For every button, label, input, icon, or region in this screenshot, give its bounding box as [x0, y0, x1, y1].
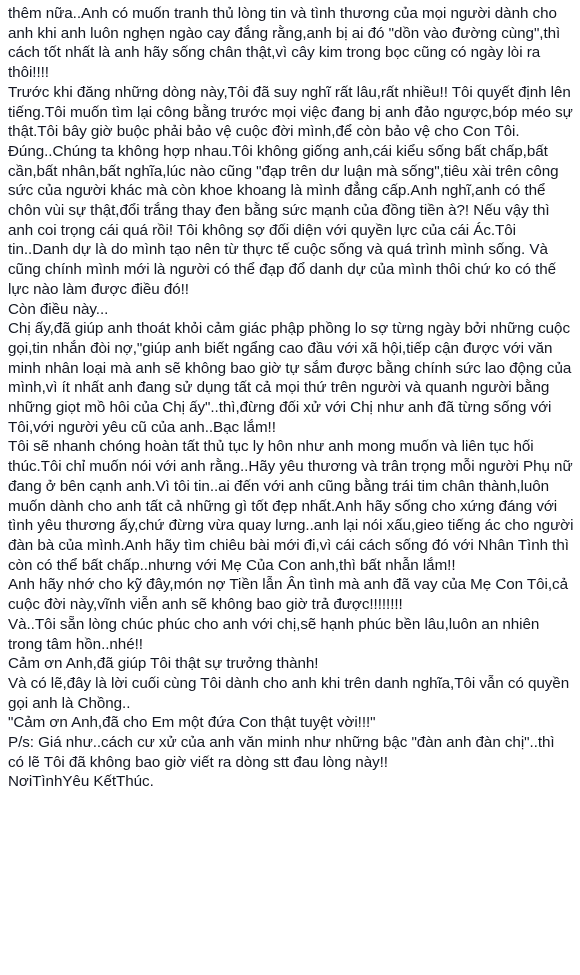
post-paragraph-5: Chị ấy,đã giúp anh thoát khỏi cảm giác phập phồng lo sợ từng ngày bởi những cuộc gọi,tin nhắn đòi nợ,"giúp anh biết ngẩng cao đầu với xã hội,tiếp cận được với văn minh nhân loại mà anh sẽ không bao giờ tự sắm được bằng chính sức lao động của mình,vì ít nhất anh đang sử dụng tất cả mọi thứ trên người và quanh người bằng những giọt mồ hôi của Chị ấy"..thì,đừng đối xử với Chị như anh đã từng sống với Tôi,với người yêu cũ của anh..Bạc lắm!!: [8, 320, 572, 436]
post-paragraph-2: Trước khi đăng những dòng này,Tôi đã suy nghĩ rất lâu,rất nhiều!! Tôi quyết định lên tiếng.Tôi muốn tìm lại công bằng trước mọi việc đang bị anh đảo ngược,bóp méo sự thật.Tôi bây giờ buộc phải bảo vệ cuộc đời mình,để còn bảo vệ cho Con Tôi.: [8, 83, 573, 141]
post-paragraph-3: Đúng..Chúng ta không hợp nhau.Tôi không giống anh,cái kiểu sống bất chấp,bất cần,bất nhân,bất nghĩa,lúc nào cũng "đạp trên dư luận mà sống",tiêu xài trên công sức của người khác mà còn khoe khoang là mình đẳng cấp.Anh nghĩ,anh có thể chôn vùi sự thật,đổi trắng thay đen bằng sức mạnh của đồng tiền à?! Nếu vậy thì anh coi trọng cái quá rồi! Tôi không sợ đối diện với quyền lực của cái Ác.Tôi tin..Danh dự là do mình tạo nên từ thực tế cuộc sống và quá trình mình sống. Và cũng chính mình mới là người có thể đạp đổ danh dự của mình thôi chứ ko có thế lực nào làm được điều đó!!: [8, 142, 559, 298]
post-paragraph-11: "Cảm ơn Anh,đã cho Em một đứa Con thật tuyệt vời!!!": [8, 714, 376, 732]
post-paragraph-9: Cảm ơn Anh,đã giúp Tôi thật sự trưởng thành!: [8, 655, 319, 673]
post-paragraph-12: P/s: Giá như..cách cư xử của anh văn minh như những bậc "đàn anh đàn chị"..thì có lẽ Tôi đã không bao giờ viết ra dòng stt đau lòng này!!: [8, 734, 555, 771]
post-paragraph-7: Anh hãy nhớ cho kỹ đây,món nợ Tiền lẫn Ân tình mà anh đã vay của Mẹ Con Tôi,cả cuộc đời này,vĩnh viễn anh sẽ không bao giờ trả được!!!!!!!!: [8, 576, 568, 614]
post-signature: NơiTìnhYêu KếtThúc.: [8, 773, 154, 791]
post-paragraph-8: Và..Tôi sẵn lòng chúc phúc cho anh với chị,sẽ hạnh phúc bền lâu,luôn an nhiên trong tâm hồn..nhé!!: [8, 615, 540, 653]
post-paragraph-10: Và có lẽ,đây là lời cuối cùng Tôi dành cho anh khi trên danh nghĩa,Tôi vẫn có quyền gọi anh là Chồng..: [8, 674, 570, 712]
post-paragraph-1: thêm nữa..Anh có muốn tranh thủ lòng tin và tình thương của mọi người dành cho anh khi anh luôn nghẹn ngào cay đắng rằng,anh bị ai đó "dồn vào đường cùng",thì cách tốt nhất là anh hãy sống chân thật,vì cây kim trong bọc cũng có ngày lòi ra thôi!!!!: [8, 5, 561, 82]
post-paragraph-6: Tôi sẽ nhanh chóng hoàn tất thủ tục ly hôn như anh mong muốn và liên tục hối thúc.Tôi chỉ muốn nói với anh rằng..Hãy yêu thương và trân trọng mỗi người Phụ nữ đang ở bên cạnh anh.Vì tôi tin..ai đến với anh cũng bằng trái tim chân thành,luôn muốn dành cho anh tất cả những gì tốt đẹp nhất.Anh hãy sống cho xứng đáng với tình yêu thương ấy,chứ đừng vừa quay lưng..anh lại nói xấu,gieo tiếng ác cho người đàn bà của mình.Anh hãy tìm chiêu bài mới đi,vì cái cách sống đó với Nhân Tình thì còn có thể bất chấp..nhưng với Mẹ Của Con anh,thì bất nhẫn lắm!!: [8, 438, 574, 574]
post-paragraph-4: Còn điều này...: [8, 300, 109, 318]
